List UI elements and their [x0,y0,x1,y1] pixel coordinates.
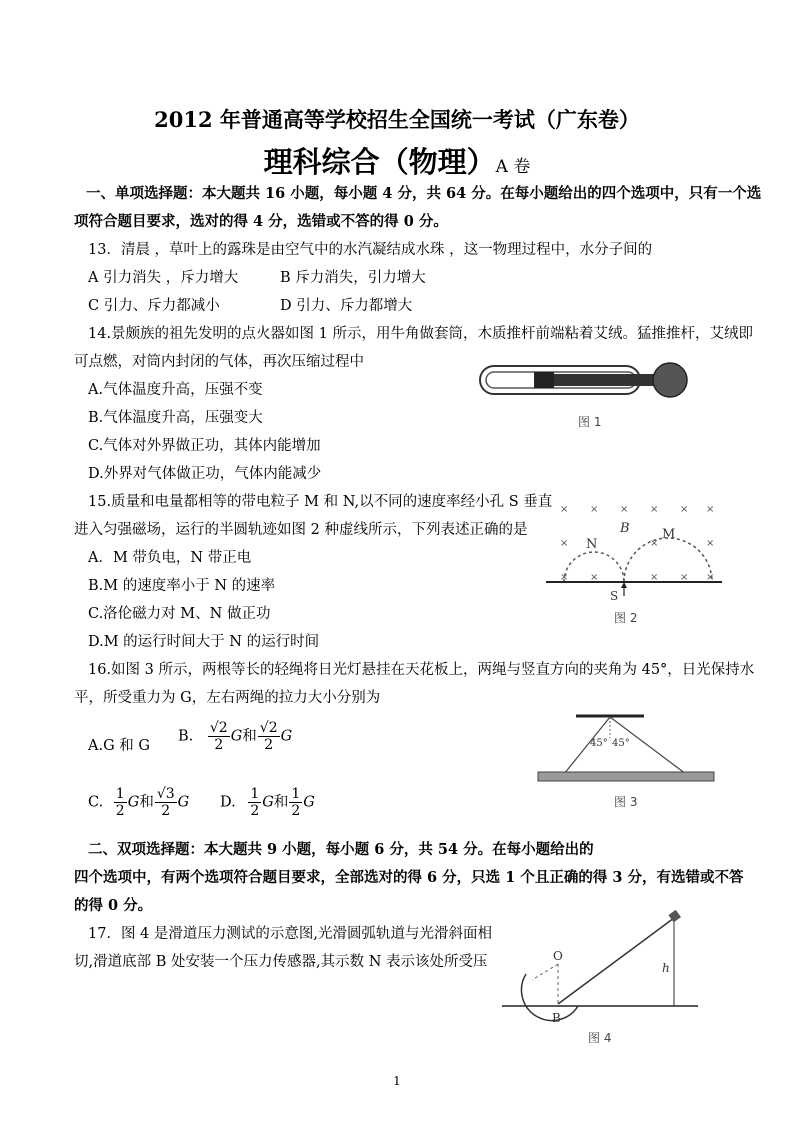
q14-stem-2: 可点燃，对筒内封闭的气体，再次压缩过程中 [74,354,364,370]
q15-option-a: A．M 带负电，N 带正电 [88,550,252,566]
hole-label-s: S [610,589,619,603]
svg-text:×: × [560,504,569,515]
figure-1-igniter [474,360,694,436]
q16-stem-2: 平，所受重力为 G，左右两绳的拉力大小分别为 [74,690,381,706]
svg-text:×: × [650,538,659,549]
fraction-1-over-2: $\frac{1}{2}$ [250,786,260,819]
particle-label-m: M [662,527,676,542]
q17-stem-1: 17．图 4 是滑道压力测试的示意图,光滑圆弧轨道与光滑斜面相 [88,926,493,942]
particle-label-n: N [586,537,598,552]
figure-3-hanging-lamp [534,708,724,814]
svg-text:×: × [680,504,689,515]
q13-option-b: B 斥力消失，引力增大 [280,270,426,286]
svg-text:×: × [620,504,629,515]
q15-option-b: B.M 的速度率小于 N 的速率 [88,578,276,594]
exam-title: 2012 年普通高等学校招生全国统一考试（广东卷） [154,107,640,132]
option-b-label: B. [178,728,194,745]
figure-4-slide-track [498,910,708,1050]
figure-3-caption: 图 3 [614,795,638,809]
figure-1-caption: 图 1 [578,415,602,429]
exam-subtitle [0,140,794,181]
trajectory-m [624,538,715,583]
point-label-b: B [552,1011,561,1025]
incline-track [558,918,674,1004]
subtitle-main: 理科综合（物理） [263,145,496,179]
q16-option-b: B. $\frac{√2}{2}$ G和 $\frac{√2}{2}$ G [178,720,293,753]
option-d-label: D. [220,794,236,811]
q15-option-c: C.洛伦磁力对 M、N 做正功 [88,606,271,622]
q13-option-a: A 引力消失 ，斥力增大 [88,270,239,286]
svg-text:×: × [650,504,659,515]
fraction-sqrt3-over-2: $\frac{√3}{2}$ [156,786,175,819]
height-label-h: h [662,961,670,975]
section1-line2: 项符合题目要求，选对的得 4 分，选错或不答的得 0 分。 [74,213,448,230]
q16-option-c: C. $\frac{1}{2}$ G和 $\frac{√3}{2}$ G [88,786,190,819]
lamp-tube [538,772,714,781]
q17-stem-2: 切,滑道底部 B 处安装一个压力传感器,其示数 N 表示该处所受压 [74,954,488,970]
fraction-sqrt2-over-2: $\frac{√2}{2}$ [209,720,228,753]
center-label-o: O [553,949,563,963]
svg-text:×: × [650,572,659,583]
svg-text:×: × [590,504,599,515]
figure-2-caption: 图 2 [614,611,638,625]
svg-text:×: × [560,538,569,549]
arc-track [521,974,578,1021]
svg-text:×: × [590,572,599,583]
svg-text:×: × [560,572,569,583]
section2-line3: 的得 0 分。 [74,897,153,914]
angle-right: 45° [612,738,630,749]
fraction-1-over-2: $\frac{1}{2}$ [291,786,301,819]
svg-text:×: × [706,538,715,549]
fraction-sqrt2-over-2: $\frac{√2}{2}$ [259,720,278,753]
q14-option-d: D.外界对气体做正功，气体内能减少 [88,466,322,482]
q14-option-b: B.气体温度升高，压强变大 [88,410,263,426]
svg-text:×: × [706,504,715,515]
figure-2-magnetic-field [544,498,724,630]
option-c-label: C. [88,794,104,811]
q15-stem-1: 15.质量和电量都相等的带电粒子 M 和 N,以不同的速度率经小孔 S 垂直 [88,494,553,510]
q15-stem-2: 进入匀强磁场，运行的半圆轨迹如图 2 种虚线所示，下列表述正确的是 [74,522,528,538]
field-marks [560,504,714,583]
figure-4-caption: 图 4 [588,1031,612,1045]
angle-left: 45° [590,738,608,749]
fraction-1-over-2: $\frac{1}{2}$ [115,786,125,819]
q15-option-d: D.M 的运行时间大于 N 的运行时间 [88,634,320,650]
page-number: 1 [393,1074,401,1088]
section2-line2: 四个选项中，有两个选项符合题目要求，全部选对的得 6 分，只选 1 个且正确的得 3 分，有选错或不答 [74,869,744,886]
q14-option-c: C.气体对外界做正功，其体内能增加 [88,438,321,454]
radius-line-2 [532,964,558,980]
svg-text:×: × [680,572,689,583]
q13-option-c: C 引力、斥力都减小 [88,298,220,314]
subtitle-suffix: A 卷 [495,157,531,177]
section1-line1: 一、单项选择题：本大题共 16 小题，每小题 4 分，共 64 分。在每小题给出的四个选项中，只有一个选 [86,185,762,202]
section2-line1: 二、双项选择题：本大题共 9 小题，每小题 6 分，共 54 分。在每小题给出的 [88,841,594,858]
q16-stem-1: 16.如图 3 所示，两根等长的轻绳将日光灯悬挂在天花板上，两绳与竖直方向的夹角为 45°，日光保持水 [88,662,755,678]
q16-option-d: D. $\frac{1}{2}$ G和 $\frac{1}{2}$ G [220,786,315,819]
svg-text:×: × [706,572,715,583]
field-label-b: B [620,521,630,536]
q13-option-d: D 引力、斥力都增大 [280,298,413,314]
q14-stem-1: 14.景颇族的祖先发明的点火器如图 1 所示，用牛角做套筒，木质推杆前端粘着艾绒。猛推推杆，艾绒即 [88,326,753,342]
q16-option-a: A.G 和 G [88,738,150,754]
q13-stem: 13．清晨 ，草叶上的露珠是由空气中的水汽凝结成水珠 ，这一物理过程中，水分子间的 [88,242,653,258]
q14-option-a: A.气体温度升高，压强不变 [88,382,263,398]
